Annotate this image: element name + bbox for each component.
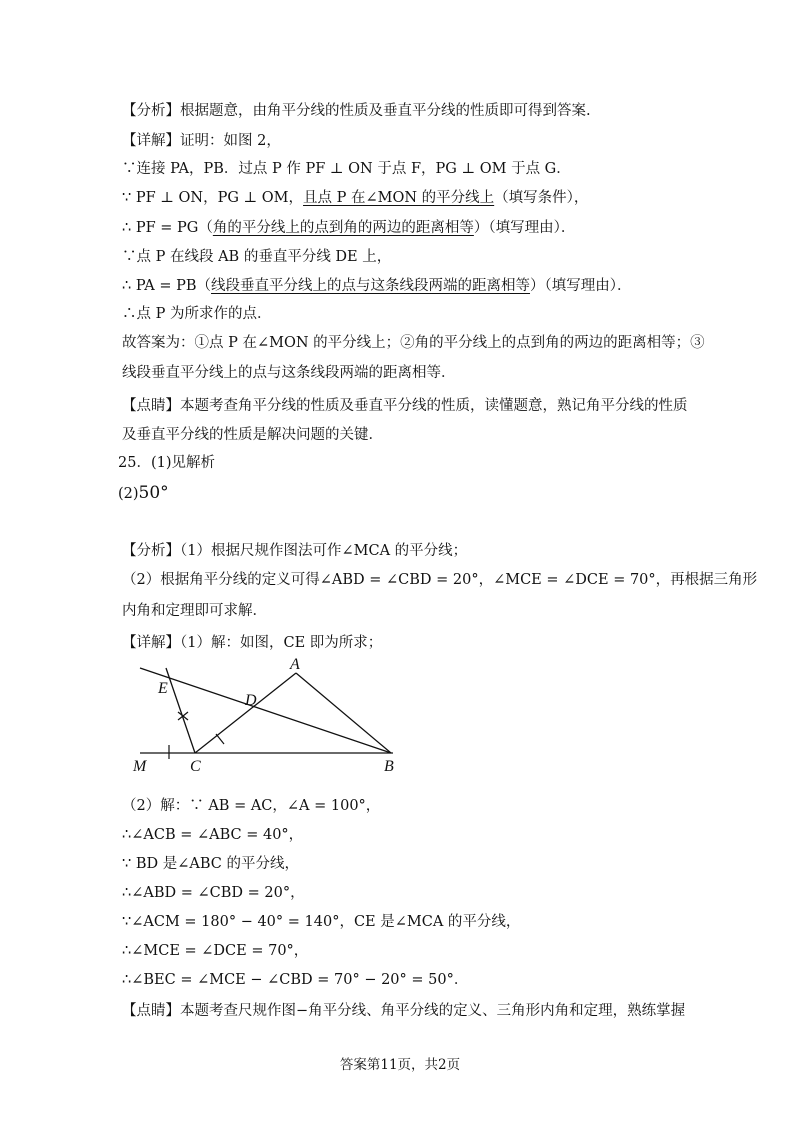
label-m: M <box>133 758 147 775</box>
proof-step-2-text: ∵ PF ⊥ ON，PG ⊥ OM， <box>122 190 304 206</box>
filled-condition: 且点 P 在∠MON 的平分线上 <box>303 190 495 206</box>
analysis-25-line-2: （2）根据角平分线的定义可得∠ABD = ∠CBD = 20°，∠MCE = ∠DCE = 70°，再根据三角形 <box>122 572 758 588</box>
detail-25-line-3: ∴∠ACB = ∠ABC = 40°， <box>122 827 304 843</box>
filled-reason-2: 线段垂直平分线上的点与这条线段两端的距离相等 <box>211 278 531 294</box>
detail-line: 【详解】证明：如图 2， <box>122 133 281 149</box>
detail-25-line-2: （2）解：∵ AB = AC，∠A = 100°， <box>122 798 381 814</box>
part-2-label: (2) <box>118 486 139 502</box>
label-c: C <box>190 758 201 775</box>
proof-step-3 <box>122 218 575 238</box>
part-2-answer: 50° <box>138 483 169 503</box>
analysis-line: 【分析】根据题意，由角平分线的性质及垂直平分线的性质即可得到答案. <box>122 103 591 119</box>
proof-step-2 <box>122 188 588 208</box>
proof-step-1: ∵连接 PA，PB．过点 P 作 PF ⊥ ON 于点 F，PG ⊥ OM 于点 G． <box>122 161 571 177</box>
analysis-25-line-3: 内角和定理即可求解． <box>122 603 267 619</box>
page-footer: 答案第11页，共2页 <box>339 1057 461 1073</box>
proof-step-3-text: ∴ PF = PG（ <box>122 220 213 236</box>
label-d: D <box>245 692 257 709</box>
proof-step-3-note: ）（填写理由）． <box>473 220 576 236</box>
triangle-figure <box>120 655 410 780</box>
detail-25-line-1: 【详解】（1）解：如图，CE 即为所求； <box>122 635 383 651</box>
label-b: B <box>384 758 394 775</box>
label-e: E <box>158 680 168 697</box>
detail-25-line-8: ∴∠BEC = ∠MCE − ∠CBD = 70° − 20° = 50°． <box>122 972 469 988</box>
question-25-part-1: 25．(1)见解析 <box>118 455 215 471</box>
detail-25-line-7: ∴∠MCE = ∠DCE = 70°， <box>122 943 309 959</box>
question-25-part-2 <box>118 483 169 504</box>
proof-step-5-text: ∴ PA = PB（ <box>122 278 212 294</box>
proof-step-5-note: ）（填写理由）． <box>530 278 632 294</box>
proof-step-6: ∴点 P 为所求作的点． <box>122 306 272 322</box>
comment-line-1: 【点睛】本题考查角平分线的性质及垂直平分线的性质，读懂题意，熟记角平分线的性质 <box>122 398 688 414</box>
filled-reason-1: 角的平分线上的点到角的两边的距离相等 <box>212 220 474 236</box>
detail-25-line-4: ∵ BD 是∠ABC 的平分线， <box>122 856 299 872</box>
label-a: A <box>290 656 300 673</box>
proof-step-2-note: （填写条件）， <box>494 190 589 206</box>
detail-25-line-5: ∴∠ABD = ∠CBD = 20°， <box>122 885 305 901</box>
proof-step-5 <box>122 276 632 296</box>
comment-25-line-1: 【点睛】本题考查尺规作图−角平分线、角平分线的定义、三角形内角和定理，熟练掌握 <box>122 1003 686 1019</box>
comment-line-2: 及垂直平分线的性质是解决问题的关键． <box>122 427 383 443</box>
answer-line-1: 故答案为：①点 P 在∠MON 的平分线上；②角的平分线上的点到角的两边的距离相等；③ <box>122 335 705 351</box>
detail-25-line-6: ∵∠ACM = 180° − 40° = 140°，CE 是∠MCA 的平分线， <box>122 914 521 930</box>
analysis-25-line-1: 【分析】（1）根据尺规作图法可作∠MCA 的平分线； <box>122 543 468 559</box>
answer-line-2: 线段垂直平分线上的点与这条线段两端的距离相等． <box>122 365 456 381</box>
proof-step-4: ∵点 P 在线段 AB 的垂直平分线 DE 上， <box>122 249 392 265</box>
